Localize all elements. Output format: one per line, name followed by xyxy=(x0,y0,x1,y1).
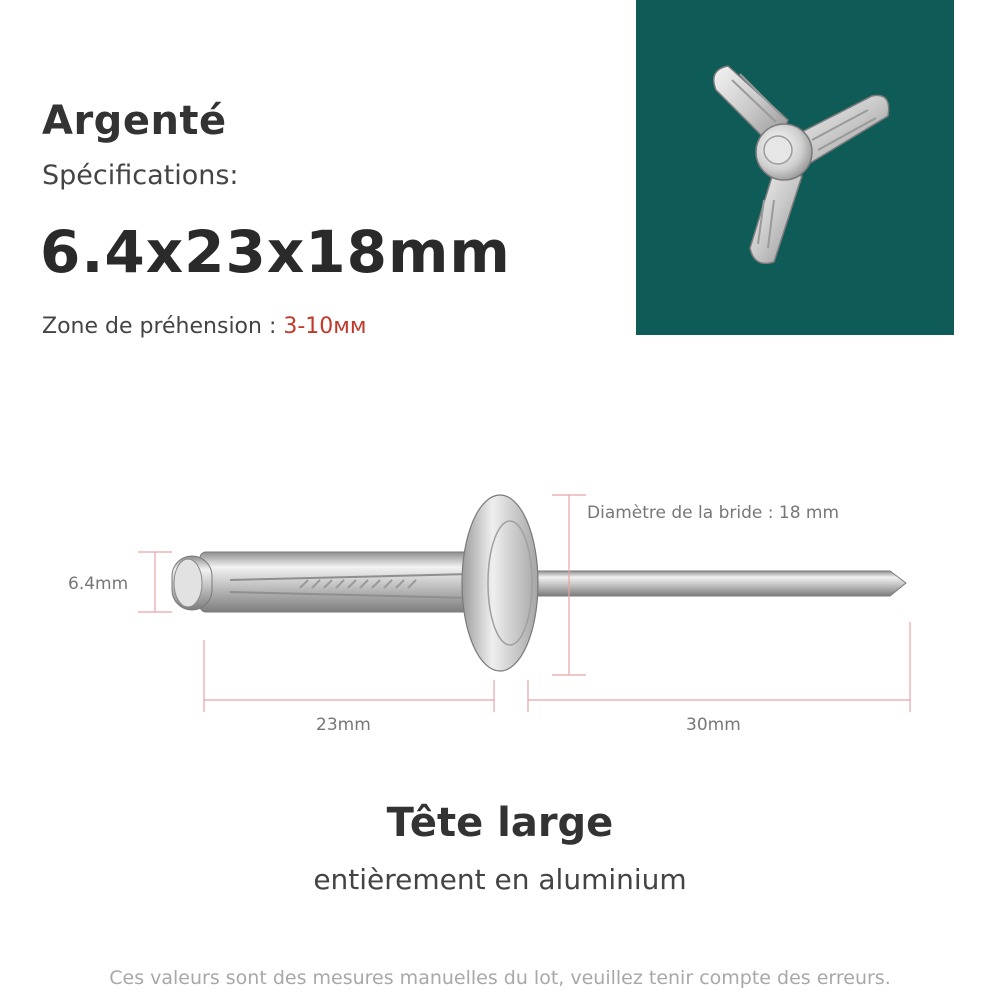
installed-rivet-photo xyxy=(636,0,954,335)
body-diameter-label: 6.4mm xyxy=(68,574,129,594)
grip-range-label: Zone de préhension : xyxy=(42,314,284,339)
body-length-label: 23mm xyxy=(316,715,371,735)
rivet-dimension-diagram xyxy=(0,470,1000,750)
mandrel-length-label: 30mm xyxy=(686,715,741,735)
spec-value: 6.4x23x18mm xyxy=(40,218,511,286)
feature-subtitle: entièrement en aluminium xyxy=(313,863,687,896)
installed-rivet-illustration xyxy=(636,0,954,335)
grip-range xyxy=(42,314,366,339)
grip-range-value: 3-10мм xyxy=(283,314,367,339)
spec-label: Spécifications: xyxy=(42,160,239,191)
measurement-disclaimer: Ces valeurs sont des mesures manuelles du lot, veuillez tenir compte des erreurs. xyxy=(109,967,891,989)
feature-title: Tête large xyxy=(386,800,614,846)
flange-diameter-label: Diamètre de la bride : 18 mm xyxy=(587,503,840,523)
color-title: Argenté xyxy=(42,98,227,144)
